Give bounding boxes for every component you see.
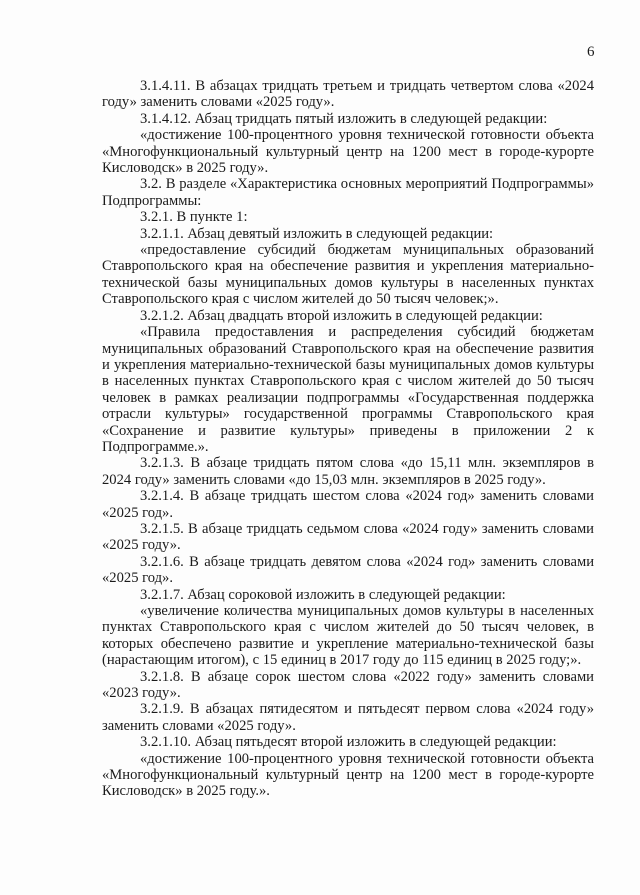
- paragraph-3-2-1-5: 3.2.1.5. В абзаце тридцать седьмом слова «2024 году» заменить словами «2025 году».: [102, 520, 594, 554]
- paragraph-3-2-1-2: 3.2.1.2. Абзац двадцать второй изложить в следующей редакции:: [140, 307, 543, 324]
- document-body: [102, 78, 594, 800]
- quoted-text: «достижение 100-процентного уровня технической готовности объекта «Многофункциональный культурный центр на 1200 мест в городе-курорте Кисловодск» в 2025 году».: [102, 127, 594, 177]
- quoted-text: «предоставление субсидий бюджетам муниципальных образований Ставропольского края на обеспечение развития и укрепления материально-технической базы муниципальных домов культуры в населенных пунктах Ставропольского края с числом жителей до 50 тысяч человек;».: [102, 242, 594, 308]
- paragraph-3-2-1-9: 3.2.1.9. В абзацах пятидесятом и пятьдесят первом слова «2024 году» заменить словами «2025 году».: [102, 701, 594, 734]
- paragraph-3-2-1-1: 3.2.1.1. Абзац девятый изложить в следующей редакции:: [140, 225, 494, 242]
- paragraph-3-2-1-3: 3.2.1.3. В абзаце тридцать пятом слова «до 15,11 млн. экземпляров в 2024 году» заменить словами «до 15,03 млн. экземпляров в 2025 году».: [102, 455, 594, 488]
- page-number: 6: [587, 44, 595, 60]
- paragraph-3-2-1-6: 3.2.1.6. В абзаце тридцать девятом слова «2024 год» заменить словами «2025 год».: [102, 553, 594, 587]
- paragraph-3-2: 3.2. В разделе «Характеристика основных мероприятий Подпрограммы» Подпрограммы:: [102, 176, 594, 209]
- quoted-text: «Правила предоставления и распределения субсидий бюджетам муниципальных образований Ставропольского края на обеспечение развития и укрепления материально-технической базы муниципальных домов культуры в населенных пунктах Ставропольского края с числом жителей до 50 тысяч человек в рамках реализации подпрограммы «Государственная поддержка отрасли культуры» государственной программы Ставропольского края «Сохранение и развитие культуры» приведены в приложении 2 к Подпрограмме.».: [102, 324, 594, 455]
- paragraph-3-2-1-8: 3.2.1.8. В абзаце сорок шестом слова «2022 году» заменить словами «2023 году».: [102, 668, 594, 702]
- quoted-text: «достижение 100-процентного уровня технической готовности объекта «Многофункциональный культурный центр на 1200 мест в городе-курорте Кисловодск» в 2025 году.».: [102, 750, 594, 800]
- paragraph-3-2-1: 3.2.1. В пункте 1:: [140, 209, 248, 226]
- paragraph-3-2-1-10: 3.2.1.10. Абзац пятьдесят второй изложить в следующей редакции:: [140, 734, 557, 751]
- paragraph-3-2-1-4: 3.2.1.4. В абзаце тридцать шестом слова «2024 год» заменить словами «2025 год».: [102, 488, 594, 521]
- paragraph-3-1-4-12: 3.1.4.12. Абзац тридцать пятый изложить в следующей редакции:: [140, 110, 548, 127]
- paragraph-3-1-4-11: 3.1.4.11. В абзацах тридцать третьем и тридцать четвертом слова «2024 году» заменить словами «2025 году».: [102, 78, 594, 111]
- quoted-text: «увеличение количества муниципальных домов культуры в населенных пунктах Ставропольского края с числом жителей до 50 тысяч человек, в которых обеспечено развитие и укрепление материально-технической базы (нарастающим итогом), с 15 единиц в 2017 году до 115 единиц в 2025 году;».: [102, 603, 594, 669]
- paragraph-3-2-1-7: 3.2.1.7. Абзац сороковой изложить в следующей редакции:: [140, 586, 506, 603]
